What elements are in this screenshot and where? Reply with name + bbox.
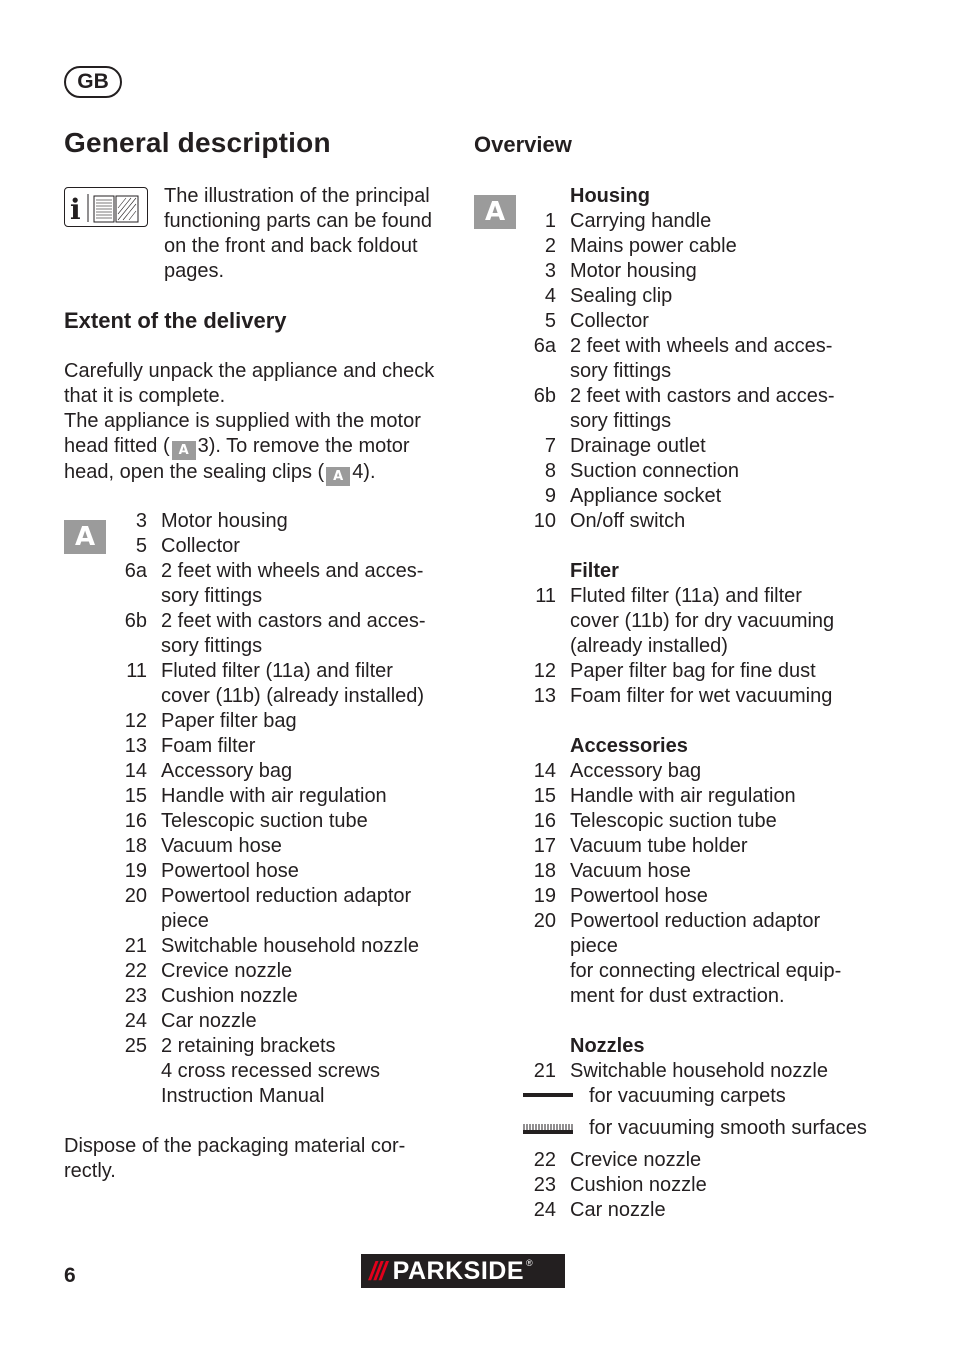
extent-heading: Extent of the delivery <box>64 308 287 333</box>
list-item <box>521 309 941 334</box>
item-label: Paper filter bag for fine dust <box>570 660 816 682</box>
overview-list <box>521 184 941 1223</box>
item-label: Car nozzle <box>570 1199 666 1221</box>
section-filter <box>521 559 941 584</box>
item-label: Accessory bag <box>570 760 702 782</box>
item-label: Powertool hose <box>161 860 299 882</box>
item-label: Paper filter bag <box>161 710 297 732</box>
motor-text-b: 3). To remove the motor head, open the sealing clips ( <box>64 435 410 483</box>
section-nozzles <box>521 1034 941 1059</box>
list-item <box>521 1173 941 1198</box>
item-number: 15 <box>124 785 147 807</box>
item-number: 11 <box>535 585 556 607</box>
unpack-text: Carefully unpack the appliance and check that it is complete. <box>64 360 435 407</box>
item-label: Vacuum hose <box>161 835 282 857</box>
item-label: Sealing clip <box>570 285 673 307</box>
item-number: 9 <box>544 485 556 507</box>
delivery-list <box>112 509 452 1109</box>
item-number: 12 <box>124 710 147 732</box>
list-item <box>112 734 452 759</box>
logo-reg: ® <box>526 1258 533 1268</box>
item-number: 13 <box>124 735 147 757</box>
list-spacer <box>521 709 941 734</box>
item-number: 21 <box>533 1060 556 1082</box>
item-number: 4 <box>544 285 556 307</box>
item-number: 16 <box>124 810 147 832</box>
figure-a-badge: A <box>64 520 106 554</box>
item-number: 7 <box>544 435 556 457</box>
list-item <box>521 334 941 384</box>
overview-heading: Overview <box>474 132 572 157</box>
item-number <box>521 734 556 759</box>
list-item <box>112 984 452 1009</box>
list-item <box>521 1059 941 1084</box>
item-label: Handle with air regulation <box>570 785 796 807</box>
item-label: On/off switch <box>570 510 686 532</box>
item-number: 6a <box>533 335 556 357</box>
list-item <box>112 1009 452 1034</box>
list-item <box>112 784 452 809</box>
item-number: 19 <box>533 885 556 907</box>
item-label: 2 retaining brackets 4 cross recessed screws Instruction Manual <box>161 1035 380 1107</box>
item-number: 3 <box>135 510 147 532</box>
item-label: Suction connection <box>570 460 740 482</box>
item-number: 3 <box>544 260 556 282</box>
item-label: Powertool hose <box>570 885 708 907</box>
item-number <box>521 559 556 584</box>
section-heading: Nozzles <box>570 1035 645 1057</box>
list-item <box>521 509 941 534</box>
item-number: 2 <box>544 235 556 257</box>
list-item <box>521 884 941 909</box>
list-item <box>112 1034 452 1109</box>
item-label: Telescopic suction tube <box>570 810 777 832</box>
item-number: 24 <box>533 1199 556 1221</box>
nozzle-mode-smooth <box>521 1116 941 1148</box>
list-item <box>521 1198 941 1223</box>
item-number: 15 <box>533 785 556 807</box>
svg-text:i: i <box>70 193 81 226</box>
item-label: Car nozzle <box>161 1010 257 1032</box>
item-number: 25 <box>124 1035 147 1057</box>
item-label: Motor housing <box>161 510 288 532</box>
list-item <box>521 584 941 659</box>
language-badge: GB <box>64 66 122 98</box>
item-label: Crevice nozzle <box>570 1149 702 1171</box>
list-item <box>521 284 941 309</box>
item-label: Vacuum hose <box>570 860 691 882</box>
item-number <box>521 1034 556 1059</box>
item-label: 2 feet with castors and acces- sory fittings <box>161 610 426 657</box>
list-item <box>521 234 941 259</box>
item-number: 17 <box>533 835 556 857</box>
item-label: Mains power cable <box>570 235 737 257</box>
smooth-floor-mode-icon <box>521 1116 573 1148</box>
item-label: Powertool reduction adaptor piece for connecting electrical equip- ment for dust extraction. <box>570 910 842 1007</box>
list-item <box>112 934 452 959</box>
list-item <box>521 859 941 884</box>
section-heading: Housing <box>570 185 650 207</box>
item-number: 16 <box>533 810 556 832</box>
item-number <box>521 184 556 209</box>
list-item <box>521 809 941 834</box>
figure-a-badge: A <box>474 195 516 229</box>
motor-text-a: The appliance is supplied with the motor head fitted ( <box>64 410 421 457</box>
list-item <box>112 659 452 709</box>
figure-a-badge: A <box>326 467 350 486</box>
list-item <box>521 384 941 434</box>
figure-a-badge: A <box>172 441 196 460</box>
list-item <box>112 609 452 659</box>
item-number: 11 <box>126 660 147 682</box>
item-label: Fluted filter (11a) and filter cover (11b) for dry vacuuming (already installed) <box>570 585 835 657</box>
item-number: 20 <box>124 885 147 907</box>
logo-slashes: /// <box>369 1255 385 1286</box>
item-label: Handle with air regulation <box>161 785 387 807</box>
section-heading: Filter <box>570 560 619 582</box>
list-item <box>112 859 452 884</box>
list-item <box>521 459 941 484</box>
item-number: 14 <box>533 760 556 782</box>
list-item <box>521 909 941 1009</box>
item-label: Motor housing <box>570 260 697 282</box>
page-number: 6 <box>64 1264 76 1287</box>
logo-name: PARKSIDE <box>392 1256 525 1285</box>
item-label: Fluted filter (11a) and filter cover (11b) (already installed) <box>161 660 425 707</box>
list-item <box>521 684 941 709</box>
list-item <box>521 484 941 509</box>
item-label: Switchable household nozzle <box>570 1060 828 1082</box>
item-number: 23 <box>124 985 147 1007</box>
item-number: 8 <box>544 460 556 482</box>
unpack-paragraph <box>64 359 449 486</box>
item-number: 5 <box>135 535 147 557</box>
item-number: 1 <box>544 210 556 232</box>
item-label: 2 feet with castors and acces- sory fittings <box>570 385 835 432</box>
list-item <box>112 884 452 934</box>
item-label: Telescopic suction tube <box>161 810 368 832</box>
list-item <box>521 784 941 809</box>
list-item <box>521 1148 941 1173</box>
item-number: 18 <box>124 835 147 857</box>
section-heading: Accessories <box>570 735 688 757</box>
item-label: Cushion nozzle <box>570 1174 707 1196</box>
list-item <box>521 759 941 784</box>
section-accessories <box>521 734 941 759</box>
item-number: 22 <box>124 960 147 982</box>
item-label: 2 feet with wheels and acces- sory fittings <box>161 560 424 607</box>
list-item <box>112 534 452 559</box>
list-spacer <box>521 534 941 559</box>
list-item <box>112 759 452 784</box>
item-number: 14 <box>124 760 147 782</box>
item-number: 6b <box>533 385 556 407</box>
item-label: Carrying handle <box>570 210 712 232</box>
list-item <box>521 834 941 859</box>
item-label: Accessory bag <box>161 760 293 782</box>
item-label: Drainage outlet <box>570 435 706 457</box>
item-label: 2 feet with wheels and acces- sory fittings <box>570 335 833 382</box>
item-number: 13 <box>533 685 556 707</box>
item-label: for vacuuming smooth surfaces <box>589 1117 867 1139</box>
info-icon <box>64 187 148 227</box>
item-number: 20 <box>533 910 556 932</box>
item-number: 10 <box>533 510 556 532</box>
nozzle-mode-carpets <box>521 1084 941 1116</box>
item-number: 19 <box>124 860 147 882</box>
page-title: General description <box>64 127 331 158</box>
parkside-logo <box>361 1254 565 1288</box>
carpet-mode-icon <box>521 1084 573 1116</box>
item-label: Vacuum tube holder <box>570 835 748 857</box>
dispose-text: Dispose of the packaging material cor- rectly. <box>64 1135 406 1182</box>
list-item <box>521 659 941 684</box>
item-number: 5 <box>544 310 556 332</box>
item-number: 21 <box>124 935 147 957</box>
list-item <box>521 434 941 459</box>
motor-text-c: 4). <box>352 461 376 483</box>
list-item <box>112 559 452 609</box>
item-label: Collector <box>161 535 240 557</box>
item-label: for vacuuming carpets <box>589 1085 786 1107</box>
list-item <box>112 834 452 859</box>
item-number: 22 <box>533 1149 556 1171</box>
list-item <box>112 709 452 734</box>
item-label: Cushion nozzle <box>161 985 298 1007</box>
item-label: Crevice nozzle <box>161 960 293 982</box>
item-number: 6b <box>124 610 147 632</box>
item-label: Switchable household nozzle <box>161 935 419 957</box>
item-label: Foam filter <box>161 735 256 757</box>
list-item <box>521 209 941 234</box>
item-number: 18 <box>533 860 556 882</box>
list-item <box>112 809 452 834</box>
list-item <box>112 509 452 534</box>
list-item <box>521 259 941 284</box>
item-label: Foam filter for wet vacuuming <box>570 685 833 707</box>
list-item <box>112 959 452 984</box>
item-number: 6a <box>124 560 147 582</box>
item-number: 24 <box>124 1010 147 1032</box>
section-housing <box>521 184 941 209</box>
item-label: Collector <box>570 310 649 332</box>
list-spacer <box>521 1009 941 1034</box>
item-label: Appliance socket <box>570 485 722 507</box>
item-number: 12 <box>533 660 556 682</box>
item-label: Powertool reduction adaptor piece <box>161 885 412 932</box>
info-text: The illustration of the principal functioning parts can be found on the front and back foldout pages. <box>164 185 432 282</box>
item-number: 23 <box>533 1174 556 1196</box>
